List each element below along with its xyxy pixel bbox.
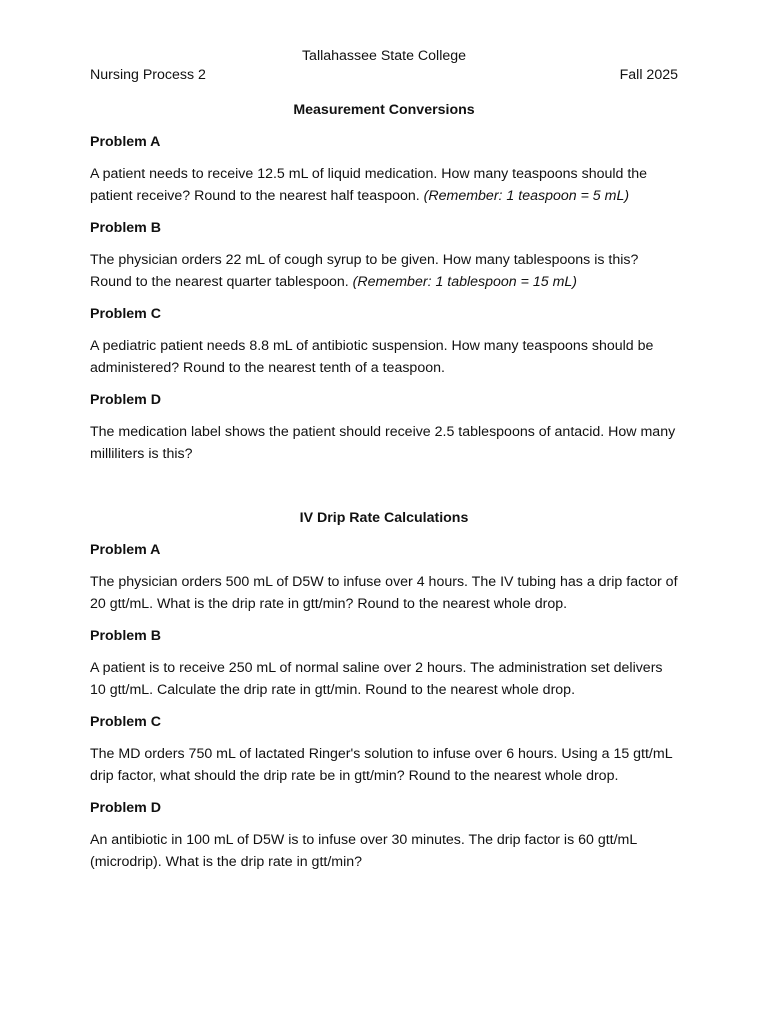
problem-heading: Problem C	[90, 306, 161, 322]
section-title-iv-drip-rate: IV Drip Rate Calculations	[299, 510, 469, 526]
problem-text	[90, 829, 678, 873]
problem-body: A pediatric patient needs 8.8 mL of antibiotic suspension. How many teaspoons should be administered? Round to the nearest tenth of a teaspoon.	[90, 338, 654, 376]
problem-note: (Remember: 1 tablespoon = 15 mL)	[352, 274, 578, 290]
section-title-measurement-conversions: Measurement Conversions	[293, 102, 475, 118]
problem-body: The MD orders 750 mL of lactated Ringer's solution to infuse over 6 hours. Using a 15 gtt/mL drip factor, what should the drip rate be in gtt/min? Round to the nearest whole drop.	[90, 746, 673, 784]
problem-heading: Problem C	[90, 714, 161, 730]
problem-text	[90, 743, 678, 787]
problem-body: An antibiotic in 100 mL of D5W is to infuse over 30 minutes. The drip factor is 60 gtt/mL (microdrip). What is the drip rate in gtt/min?	[90, 832, 637, 870]
problem-text	[90, 249, 678, 293]
problem-text	[90, 571, 678, 615]
course-name: Nursing Process 2	[90, 67, 206, 83]
institution-name: Tallahassee State College	[301, 48, 467, 64]
problem-text	[90, 163, 678, 207]
problem-body: The physician orders 500 mL of D5W to infuse over 4 hours. The IV tubing has a drip factor of 20 gtt/mL. What is the drip rate in gtt/min? Round to the nearest whole drop.	[90, 574, 678, 612]
problem-text	[90, 421, 678, 465]
problem-body: A patient needs to receive 12.5 mL of liquid medication. How many teaspoons should the patient receive? Round to the nearest half teaspoon.	[90, 166, 648, 204]
problem-body: The physician orders 22 mL of cough syrup to be given. How many tablespoons is this? Round to the nearest quarter tablespoon.	[90, 252, 639, 290]
header-row	[90, 65, 678, 85]
problem-heading: Problem B	[90, 628, 161, 644]
problem-body: A patient is to receive 250 mL of normal saline over 2 hours. The administration set delivers 10 gtt/mL. Calculate the drip rate in gtt/min. Round to the nearest whole drop.	[90, 660, 663, 698]
problem-body: The medication label shows the patient should receive 2.5 tablespoons of antacid. How many milliliters is this?	[90, 424, 676, 462]
problem-heading: Problem B	[90, 220, 161, 236]
problem-heading: Problem D	[90, 800, 161, 816]
problem-text	[90, 657, 678, 701]
problem-heading: Problem D	[90, 392, 161, 408]
problem-heading: Problem A	[90, 134, 161, 150]
problem-note: (Remember: 1 teaspoon = 5 mL)	[423, 188, 630, 204]
problem-text	[90, 335, 678, 379]
term-label: Fall 2025	[619, 67, 678, 83]
problem-heading: Problem A	[90, 542, 161, 558]
